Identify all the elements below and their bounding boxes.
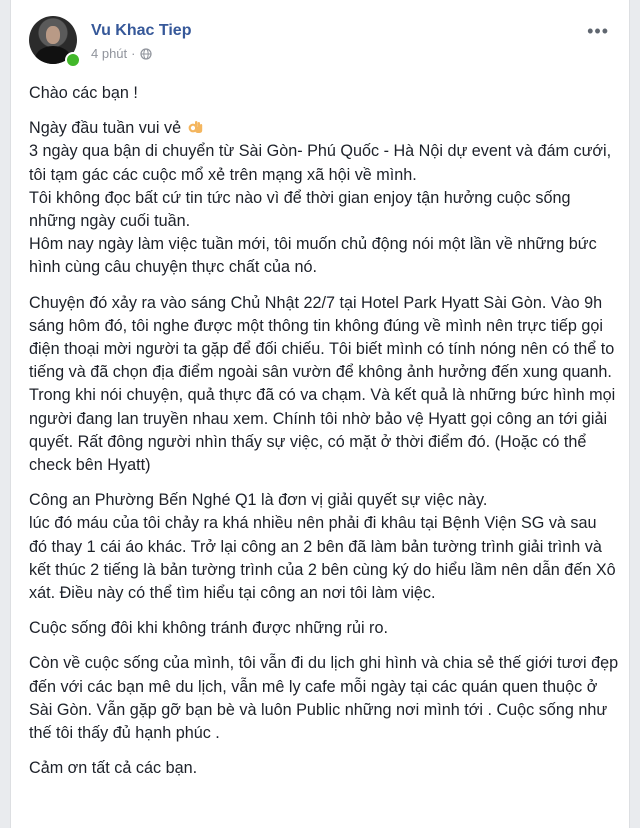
post-card (10, 0, 630, 828)
post-header (29, 16, 609, 66)
post-paragraph (29, 117, 619, 279)
online-status-icon (65, 52, 81, 68)
globe-icon[interactable] (140, 48, 152, 60)
post-paragraph: Chuyện đó xảy ra vào sáng Chủ Nhật 22/7 tại Hotel Park Hyatt Sài Gòn. Vào 9h sáng hôm đó, tôi nghe được một thông tin không đúng về mình nên trực tiếp gọi điện thoại mời người ta gặp để đối chiếu. Tôi biết mình có tính nóng nên có thể to tiếng và đã chọn địa điểm ngoài sân vườn để không ảnh hưởng đến xung quanh. Trong khi nói chuyện, quả thực đã có va chạm. Và kết quả là những bức hình mọi người đang lan truyền nhau xem. Chính tôi nhờ bảo vệ Hyatt gọi công an tới giải quyết. Rất đông người nhìn thấy sự việc, có mặt ở thời điểm đó. (Hoặc có thể check bên Hyatt) (29, 293, 616, 475)
post-body (29, 82, 619, 792)
post-paragraph: Công an Phường Bến Nghé Q1 là đơn vị giải quyết sự việc này. lúc đó máu của tôi chảy ra khá nhiều nên phải đi khâu tại Bệnh Viện SG và sau đó thay 1 cái áo khác. Trở lại công an 2 bên đã làm bản tường trình giải trình và kết thúc 2 tiếng là bản tường trình của 2 bên cùng ký do hiểu lầm nên dẫn đến Xô xát. Điều này có thể tìm hiểu tại công an nơi tôi làm việc. (29, 491, 616, 603)
post-paragraph: Cuộc sống đôi khi không tránh được những rủi ro. (29, 619, 388, 638)
ok-hand-emoji (186, 118, 204, 136)
post-timestamp[interactable]: 4 phút (91, 46, 128, 61)
post-paragraph: Cảm ơn tất cả các bạn. (29, 759, 198, 778)
ellipsis-icon[interactable]: ••• (587, 21, 609, 41)
post-paragraph: Chào các bạn ! (29, 84, 138, 102)
post-paragraph: Còn về cuộc sống của mình, tôi vẫn đi du lịch ghi hình và chia sẻ thế giới tươi đẹp đến với các bạn mê du lịch, vẫn mê ly cafe mỗi ngày tại các quán quen thuộc ở Sài Gòn. Vẫn gặp gỡ bạn bè và luôn Public những nơi mình tới . Cuộc sống như thế tôi thấy đủ hạnh phúc . (29, 654, 619, 743)
post-paragraph-text: 3 ngày qua bận di chuyển từ Sài Gòn- Phú Quốc - Hà Nội dự event và đám cưới, tôi tạm gác các cuộc mổ xẻ trên mạng xã hội về mình. Tôi không đọc bất cứ tin tức nào vì để thời gian enjoy tận hưởng cuộc sống những ngày cuối tuần. Hôm nay ngày làm việc tuần mới, tôi muốn chủ động nói một lần về những bức hình cùng câu chuyện thực chất của nó. (29, 142, 612, 277)
avatar-face (46, 26, 60, 44)
post-meta: 4 phút · (91, 46, 152, 61)
greeting-line: Ngày đầu tuần vui vẻ (29, 119, 182, 138)
author-name[interactable]: Vu Khac Tiep (91, 22, 192, 39)
